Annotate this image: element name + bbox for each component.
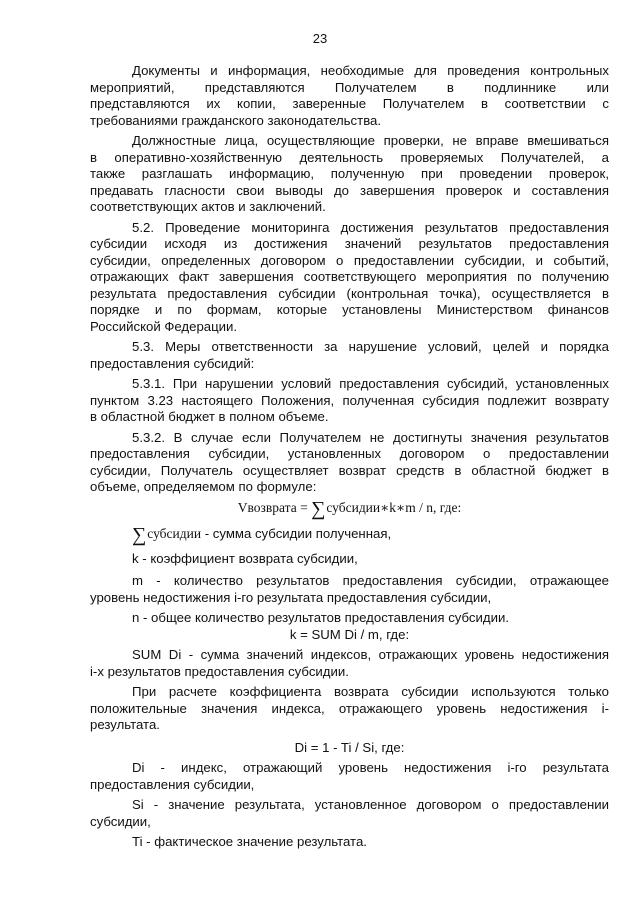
text-line: субсидии, Получатель осуществляет возврат средств в областной бюджет в: [90, 462, 609, 478]
formula-line: k = SUM Di / m, где:: [289, 626, 410, 642]
text-line: требованиями гражданского законодательства.: [90, 112, 382, 128]
sum-definition: - сумма субсидии полученная,: [201, 525, 392, 541]
definition-sum-di: [90, 647, 609, 680]
text-line: SUM Di - сумма значений индексов, отражающих уровень недостижения: [132, 647, 609, 662]
text-line: результата.: [90, 717, 160, 732]
definition-k: [90, 551, 609, 568]
text-line: Si - значение результата, установленное договором о предоставлении: [132, 797, 609, 812]
paragraph-5-3-1: [90, 376, 609, 426]
text-line: в оперативно-хозяйственную деятельность проверяемых Получателей, а: [90, 149, 609, 165]
text-line: положительные значения индекса, отражающего уровень недостижения i-: [90, 700, 609, 716]
text-line: уровень недостижения i-го результата предоставления субсидии,: [90, 589, 492, 605]
text-line: представляются их копии, заверенные Получателем в соответствии с: [90, 96, 609, 111]
page-number: 23: [312, 31, 328, 46]
definition-si: [90, 797, 609, 830]
text-line: соответствующих актов и заключений.: [90, 199, 326, 214]
text-line: Российской Федерации.: [90, 318, 238, 334]
text-line: мероприятий, представляются Получателем в подлиннике или: [90, 79, 609, 95]
text-line: m - количество результатов предоставления субсидии, отражающее: [132, 573, 609, 588]
text-line: Документы и информация, необходимые для проведения контрольных: [132, 63, 609, 78]
definition-m: [90, 573, 609, 606]
definition-sum-subsidy: [90, 525, 609, 545]
text-line: пунктом 3.23 настоящего Положения, полученная субсидия подлежит возврату: [90, 392, 609, 408]
sum-term: субсидии: [147, 525, 202, 541]
paragraph-documents: [90, 63, 609, 129]
formula-lhs: Vвозврата: [237, 499, 297, 515]
text-line: результата предоставления субсидии (контрольная точка), осуществляется в: [90, 285, 609, 301]
sigma-icon: ∑: [311, 497, 326, 520]
paragraph-5-3: [90, 339, 609, 372]
text-line: предоставления субсидии,: [90, 776, 255, 792]
text-line: n - общее количество результатов предоставления субсидии.: [132, 610, 509, 625]
paragraph-officials: [90, 133, 609, 216]
text-line: также разглашать информацию, полученную при проведении проверок,: [90, 166, 609, 181]
text-line: субсидии исходя из достижения значений результатов предоставления: [90, 236, 609, 251]
text-line: в областной бюджет в полном объеме.: [90, 409, 329, 424]
definition-n: [90, 610, 609, 627]
formula-di: [90, 740, 609, 757]
formula-equals: =: [300, 499, 308, 515]
text-line: 5.2. Проведение мониторинга достижения результатов предоставления: [132, 219, 609, 235]
text-line: При расчете коэффициента возврата субсидии используются только: [132, 684, 609, 699]
formula-line: Di = 1 - Ti / Si, где:: [294, 739, 405, 755]
formula-k: [90, 627, 609, 644]
definition-ti: [90, 834, 609, 851]
text-line: Di - индекс, отражающий уровень недостижения i-го результата: [132, 760, 609, 775]
text-line: k - коэффициент возврата субсидии,: [132, 550, 358, 566]
text-line: предоставления субсидий:: [90, 355, 255, 371]
formula-rhs: субсидии∗k∗m / n,: [326, 499, 437, 515]
text-line: предоставления субсидии, установленных договором о предоставлении: [90, 446, 609, 461]
text-line: Ti - фактическое значение результата.: [132, 834, 367, 849]
text-line: i-х результатов предоставления субсидии.: [90, 663, 349, 679]
text-line: порядке и по формам, которые установлены Министерством финансов: [90, 302, 609, 317]
formula-tail: где:: [439, 499, 462, 515]
sigma-icon: ∑: [132, 523, 147, 546]
text-line: 5.3. Меры ответственности за нарушение условий, целей и порядка: [132, 339, 609, 354]
formula-return-volume: [90, 497, 609, 520]
text-line: 5.3.2. В случае если Получателем не достигнуты значения результатов: [132, 429, 609, 445]
document-body: [90, 63, 609, 851]
text-line: Должностные лица, осуществляющие проверки, не вправе вмешиваться: [132, 133, 609, 148]
text-line: 5.3.1. При нарушении условий предоставления субсидий, установленных: [132, 376, 609, 391]
paragraph-5-2: [90, 220, 609, 336]
paragraph-positive-values: [90, 684, 609, 734]
definition-di: [90, 760, 609, 793]
text-line: объеме, определяемом по формуле:: [90, 479, 317, 494]
text-line: субсидии,: [90, 813, 151, 829]
text-line: субсидии, определенных договором о предоставлении субсидии, и событий,: [90, 252, 609, 268]
text-line: отражающих факт завершения соответствующего мероприятия по получению: [90, 269, 609, 284]
text-line: предавать гласности свои выводы до завершения проверок и составления: [90, 182, 609, 198]
paragraph-5-3-2: [90, 430, 609, 496]
